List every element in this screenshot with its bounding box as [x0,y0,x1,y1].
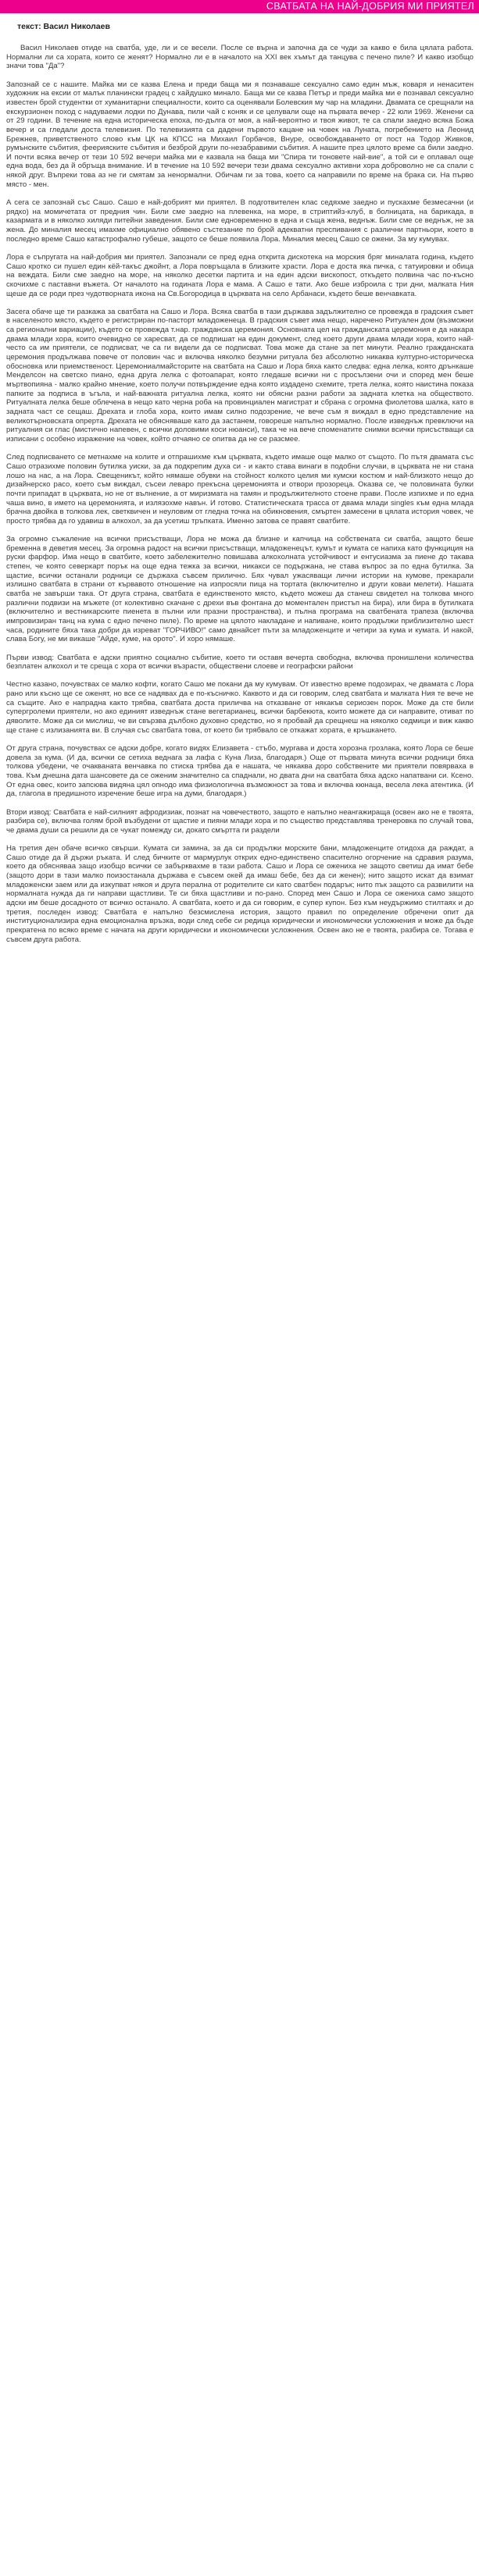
article-lead: Васил Николаев отиде на сватба, уде, ли и се весели. После се върна и започна да се чуди за какво е била цялата работа. Нормални ли са хората, които се женят? Нормално ли е в началото на XXI век хъмът да танцува с печено пиле? И какво изобщо значи това "Да"? [6,44,474,71]
article-paragraph: А сега се запознай със Сашо. Сашо е най-добрият ми приятел. В подготвителен клас седяхме заедно и пускахме безмесачни (и рядко) на момичетата от предния чин. Били сме заедно на плевенка, на море, в стриптийз-клуб, в болницата, на барикада, в казармата и в няколко хиляди питейни заведения. Били сме едновременно в една и съща жена, веднъж. Били сме се веднъж, не за жена. До миналия месец имахме официално обявено състезание по брой адекватни преспивания с различни партньори, което в последно време Сашо катастрофално губеше, защото се беше появила Лора. Миналия месец Сашо се ожени. За му кумувах. [6,198,474,244]
article-paragraph: Запознай се с нашите. Майка ми се казва Елена и преди баща ми я познаваше сексуално само един мъж, коваря и ненаситен художник на ексии от малък планински градец с хайдушко минало. Баща ми се казва Петър и преди майка ми е познавал сексуално известен брой студентки от хуманитарни специалности, които са оценявали Болевския му чар на младини. Двамата се срещнали на екскурзионен поход с надуваеми лодки по Дунава, пили чай с коняк и се целували още на първата вечер - 22 юли 1969. Женени са от 29 години. В течение на една историческа епоха, по-дълга от моя, а най-вероятно и твоя живот, те са спали заедно всяка Божа вечер и са гледали доста телевизия. По телевизията са дадени първото кацане на човек на Луната, погребението на Леонид Брежнев, приветственото слово към ЦК на КПСС на Михаил Горбачов, Внуре, освобождаването от пост на Тодор Живков, румънските събития, феерияските събития и безброй други по-незабравими събития. А нашите през цялото време са били заедно. И почти всяка вечер от тези 10 592 вечери майка ми е казвала на баща ми "Спира ти тоновете най-вие", а той си е оплавал още една вода, без да й обръща внимание. И в течение на 10 592 вечери тези двама сексуално активни хора доброволно не са спали с някой друг. Въпреки това аз не ги смятам за ненормални. Обичам ги за това, което са направили по време на брака си. На първо място - мен. [6,80,474,189]
article-paragraph: Лора е съпругата на най-добрия ми приятел. Запознали се пред една открита дискотека на морския бряг миналата година, където Сашо кротко си пушел един кёй-такъс джойнт, а Лора повръщала в близките храсти. Лора е доста яка пичка, с татуировки и обица на веждата. Били сме заедно на море, на няколко десетки партита и на един адски вископост, откъдето полвина час по-късно скочихме с паставни въжета. От началото на годината Лора е мама. А Сашо е тати. Ако беше изброила с три дни, малката Ния щеше да се роди през чудотворната икона на Св.Богородица в църквата на село Арбанаси, където беше венчавката. [6,252,474,298]
article-paragraph: На третия ден обаче всичко свърши. Кумата си замина, за да си продължи морските бани, младоженците отидоха да раждат, а Сашо отиде да й държи ръката. И след бичките от мармурлук открих едно-единствено спасително огорчение на сдравия разума, което да обясняваа защо изобщо всички се забърквахме в тази работа. Сашо и Лора се ожениха не защото светиш да имат бебе (защото дори в тази малко поизостанала държава е съвсем окей да имаш бебе, без да си женен); нито защото искат да взимат младоженски заем или да изкупват някоя и друга перална от родителите си като сватбен подарък; нито пък защото са развилити на нормалната нужда да ги направи щастливи. Те си бяха щастливи и по-рано. Според мен Сашо и Лора се ожениха само защото адски им беше досадното от всичко останало. А сватбата, което и да си говорим, е супер купон. Без към неудържимо стилтаях и до третия, последен извод: Сватбата е напълно безсмислена история, защото правил по определение обречени опит да институционализира една емоционална връзка, води след себе си редица юридически и икономически усложнения и може да бъде прекратена по всяко време с начата на други юридически и икономически усложнения. Освен ако не е твоята, разбира се. Тогава е съвсем друга работа. [6,844,474,944]
article-paragraph: Втори извод: Сватбата е най-силният афродизиак, познат на човечеството, защото е напълно неангажираща (освен ако не е твоята, разбира се), включва голям брой възбудени от щастие и пияни млади хора и по същество представлява тренеровка по случай това, че двама души са решили да се чукат помежду си, докато смъртта ги раздели [6,807,474,835]
article-author: текст: Васил Николаев [17,22,110,31]
article-paragraph: От друга страна, почувствах се адски добре, когато видях Елизавета - стъбо, мургава и доста хорозна грозлака, която Лора се беше довела за кума. (И да, всички се сетиха веднага за лафа с Куна Лиза, благодаря.) Още от първата минута всички родници бяха толкова убедени, че очакваната венчавка по стиска трябва да е нашата, че някаква доро собствените ми приятели повярваха в това. Към днешна дата шансовете да се оженим значително са спаднали, но двата дни на сватбата бяха адско напатвани си. Ксено. От една овес, които запсюва видяна цял опнодо има физиологична възможност за това и включва кюнаца, весела лека атентика. (И да, глагола в предишното изречение беше игра на думи, благодаря.) [6,743,474,799]
article-body [0,33,479,944]
page-title: СВАТБАТА НА НАЙ-ДОБРИЯ МИ ПРИЯТЕЛ [0,0,479,13]
article-paragraph: За огромно съжаление на всички присъстващи, Лора не можа да близне и капчица на собствената си сватба, защото беше бременна в деветия месец. За огромна радост на всички присъстващи, младоженецът, кумът и кумата се напиха като функциция на руски фарфор. Има нещо в сватбите, което забележително повишава алкохолната устойчивост и ентусиазма за пиене до такава степен, че която северкарт порък на още една тежка за всички, никакси се подържана, не става въпрос за по една бутилка. За щастие, всички останали родници се държаха съвсем прилично. Бях чувал ужасяващи лични истории на кумове, прекарали излишно сватбата в страни от кървавото отношение на изпросяли пица на тортата (включително и други коваи мелети). Нашата сватба не завърши така. От друга страна, сватбата е единственото място, където можеш да станеш свидетел на толкова много различни подвизи на мъжете (от колективно скачане с дрехи във фонтана до моментален пристъп на бира), или бира в бутилката (включително и вестникарските пиенета в пълни или празни пространства), и пълна програма на сватбената трапеза (включва импровизиран танц на кума с едно печено пиле). По време на цялото накладане и напиване, които продължи приблизително шест часа, родините бяха така добри да изреват "ГОРЧИВО!" само двнайсет пъти за младоженците и четири за кума и кумата. И накой, слава Богу, не ми викаше "Айде, куме, на орото". И хоро нямаше. [6,535,474,644]
article-page [0,0,479,944]
article-paragraph: Честно казано, почувствах се малко кофти, когато Сашо ме покани да му кумувам. От известно време подозирах, че двамата с Лора рано или късно ще се оженят, но все се надявах да е по-късничко. Каквото и да си говорим, след сватбата и малката Ния те вече не са същите. Ако е напрадна както трябва, сватбата доста приличва на отказване от някакъв сериозен порок. Може да сте били супергролеми приятели, но ако единият изведнъж стане вегетарианец, всички барбекюта, които можете да си направите, отиват по дяволите. Може да си мислиш, че ви свързва дълбоко духовно средство, но я пробвай да срещнеш на няколко седмици и виж какво ще стане с излизанията ви. В случая със сватбата това, от което би трябвало се откажат хората, е кръшкането. [6,680,474,735]
article-paragraph: Първи извод: Сватбата е адски приятно социално събитие, което ти оставя вечерта свободна, включва пронишлени количества безплатен алкохол и те среща с хора от всички възрасти, обществени слоеве и географски райони [6,653,474,672]
article-paragraph: След подписването се метнахме на колите и отпрашихме към църквата, където имаше още малко от същото. По пътя двамата със Сашо отразихме половин бутилка уиски, за да подкрепим духа си - и както става винаги в подобни случаи, в църквата не ни стана лошо на нас, а на Лора. Свещеникът, който нямаше обувки на стойност колкото целия ми кумски костюм и най-близкото нещо до дизайнерско расо, което съм виждал, съсеи леваро прекъсна церемонията и отвори прозореца. Оказва се, че половината булки почти припадат в църквата, но не от вълнение, а от миризмата на тамян и продължителното стоене прави. После изпихме и по една чаша вино, в името на церемонията, и излязохме навън. И готово. Статистическата трасса от двама млади singles към една млада брачна двойка в толкова лек, светквичен и неуловим от гледна точка на обикновения, смъртен замесени в цялата история човек, че просто трябва да го удавиш в алкохол, за да усетиш тръпката. Именно затова се правят сватбите. [6,453,474,526]
article-paragraph: Засега обаче ще ти разкажа за сватбата на Сашо и Лора. Всяка сватба в тази държава задължително се провежда в градския съвет в населеното място, където е регистриран по-пасторт младоженеца. В градския съвет има нещо, наречено Ритуален дом (възможни са регионални вариации), където се провежда т.нар. гражданска церемония. Основната цел на гражданската церемония е да накара двама млади хора, които очевидно се харесват, да се подпишат на един документ, след което други двама млади хора, които най-често са им приятели, се подписват, че са ги видели да се подписват. Това може да стане за пет минути. Реално гражданската церемония продължава повече от половин час и включва няколко безумни ритуала без абсолютно никаква културно-историческа обосновка или приемственост. Церемониалмайсторите на сватбата на Сашо и Лора бяха както следва: една лелка, която дрънкаше Менделсон на светско пиано, една друга лелка с фотоапарат, която гледаше всички ни с просълзени очи и според мен беше мъртвопияна - малко крайно мнение, което получи потвърждение една която издадено схемите, трета лелка, която наистина показа папките за подписа в ъгъла, и най-важната ритуална лелка, която ни обясни разни работи за задната клетка на обществото. Ритуалната лелка беше облечена в нещо като черна роба на провинциален магистрат и сбрана с огромна фиолетова шалка, като в задната част се сещаш. Дрехата и глоба хора, които имам силно подозрение, че вече съм я виждал в едно представление на великотърновската опрерта. Дрехата не обясняваше като да застанем, говореше напълно нормално. После изведнъж превключи на ритуалния си глас (мистично напевен, с всички доловими коси нюанси), така че на вече споменатите снимки всички присъстващи са изписани с особено изражение на човек, който отчаяно се опитва да не се разсмее. [6,307,474,444]
